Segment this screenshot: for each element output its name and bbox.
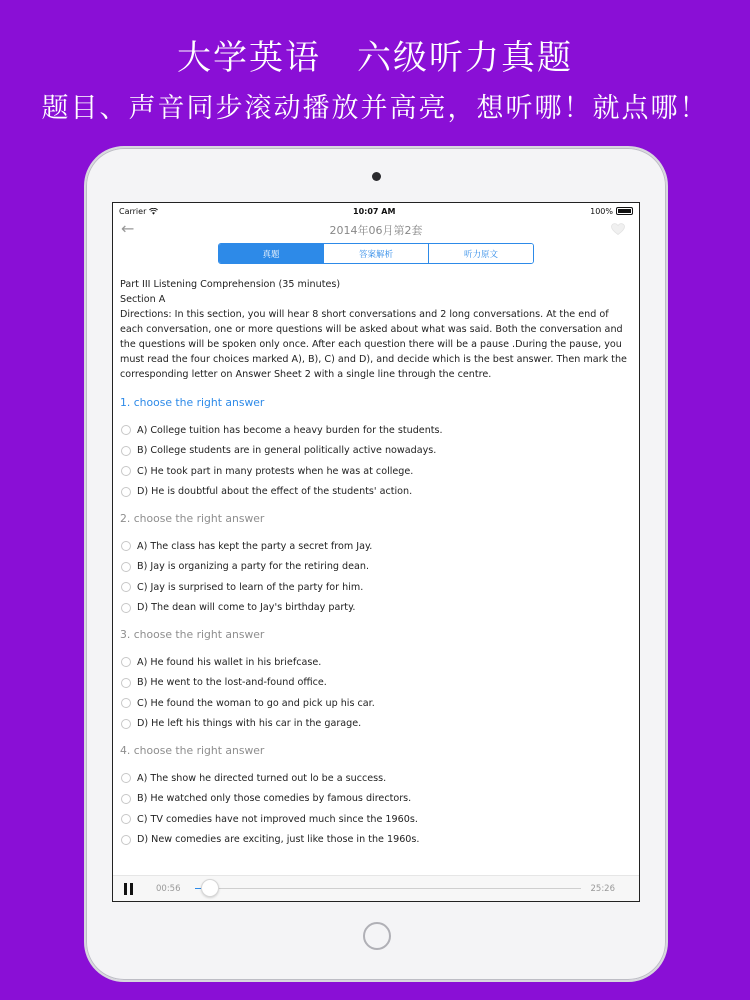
question-content[interactable] — [113, 269, 639, 877]
answer-option[interactable]: D) He left his things with his car in the garage. — [120, 714, 633, 735]
battery-icon — [616, 207, 633, 215]
radio-button[interactable] — [121, 835, 131, 845]
question-1 — [120, 396, 633, 502]
radio-button[interactable] — [121, 773, 131, 783]
answer-option[interactable]: B) He went to the lost-and-found office. — [120, 673, 633, 694]
answer-option[interactable]: C) He took part in many protests when he was at college. — [120, 461, 633, 482]
elapsed-time: 00:56 — [156, 883, 181, 894]
part-heading: Part III Listening Comprehension (35 minutes) — [120, 279, 341, 290]
radio-button[interactable] — [121, 794, 131, 804]
pause-icon[interactable] — [124, 883, 138, 895]
radio-button[interactable] — [121, 657, 131, 667]
home-button[interactable] — [363, 922, 391, 950]
back-arrow-icon[interactable]: ← — [121, 219, 135, 238]
tab-answer-analysis[interactable]: 答案解析 — [323, 244, 428, 263]
ipad-frame — [84, 146, 668, 982]
answer-option[interactable]: B) He watched only those comedies by famous directors. — [120, 789, 633, 810]
app-screen — [112, 202, 640, 902]
radio-button[interactable] — [121, 719, 131, 729]
total-time: 25:26 — [590, 883, 615, 894]
question-2 — [120, 512, 633, 618]
radio-button[interactable] — [121, 678, 131, 688]
favorite-heart-icon[interactable] — [611, 223, 625, 235]
status-bar — [113, 203, 639, 219]
directions-block — [120, 277, 633, 382]
radio-button[interactable] — [121, 541, 131, 551]
page-title: 2014年06月第2套 — [329, 224, 423, 237]
battery-percent: 100% — [590, 206, 613, 216]
slider-thumb[interactable] — [201, 879, 219, 897]
banner-headline: 大学英语 六级听力真题 — [177, 38, 573, 78]
clock: 10:07 AM — [353, 206, 396, 216]
radio-button[interactable] — [121, 582, 131, 592]
question-4 — [120, 744, 633, 850]
nav-bar — [113, 219, 639, 241]
radio-button[interactable] — [121, 466, 131, 476]
radio-button[interactable] — [121, 487, 131, 497]
carrier-label: Carrier — [119, 206, 147, 216]
audio-player — [113, 875, 639, 901]
answer-option[interactable]: C) TV comedies have not improved much since the 1960s. — [120, 809, 633, 830]
answer-option[interactable]: A) The show he directed turned out lo be a success. — [120, 768, 633, 789]
radio-button[interactable] — [121, 425, 131, 435]
camera-icon — [372, 172, 381, 181]
directions-text: Directions: In this section, you will hear 8 short conversations and 2 long conversations. At the end of each conversation, one or more questions will be asked about what was said. Both the conversation and the questions will be spoken only once. After each question there will be a pause .During the pause, you must read the four choices marked A), B), C) and D), and decide which is the best answer. Then mark the corresponding letter on Answer Sheet 2 with a single line through the centre. — [120, 309, 627, 380]
answer-option[interactable]: A) He found his wallet in his briefcase. — [120, 652, 633, 673]
radio-button[interactable] — [121, 446, 131, 456]
section-heading: Section A — [120, 294, 166, 305]
question-title[interactable]: 1. choose the right answer — [120, 396, 265, 409]
answer-option[interactable]: D) He is doubtful about the effect of the students' action. — [120, 482, 633, 503]
tab-exam[interactable]: 真题 — [219, 244, 323, 263]
question-title[interactable]: 2. choose the right answer — [120, 512, 265, 525]
wifi-icon — [149, 208, 158, 215]
answer-option[interactable]: C) Jay is surprised to learn of the party for him. — [120, 577, 633, 598]
banner-subline: 题目、声音同步滚动播放并高亮，想听哪！就点哪！ — [41, 93, 709, 124]
answer-option[interactable]: B) Jay is organizing a party for the retiring dean. — [120, 557, 633, 578]
question-title[interactable]: 3. choose the right answer — [120, 628, 265, 641]
answer-option[interactable]: A) The class has kept the party a secret from Jay. — [120, 536, 633, 557]
progress-slider[interactable] — [195, 888, 581, 889]
answer-option[interactable]: A) College tuition has become a heavy burden for the students. — [120, 420, 633, 441]
question-3 — [120, 628, 633, 734]
radio-button[interactable] — [121, 562, 131, 572]
radio-button[interactable] — [121, 814, 131, 824]
question-title[interactable]: 4. choose the right answer — [120, 744, 265, 757]
radio-button[interactable] — [121, 698, 131, 708]
segmented-tabs — [218, 243, 534, 264]
tab-transcript[interactable]: 听力原文 — [428, 244, 533, 263]
answer-option[interactable]: D) New comedies are exciting, just like those in the 1960s. — [120, 830, 633, 851]
answer-option[interactable]: B) College students are in general politically active nowadays. — [120, 441, 633, 462]
answer-option[interactable]: C) He found the woman to go and pick up his car. — [120, 693, 633, 714]
radio-button[interactable] — [121, 603, 131, 613]
answer-option[interactable]: D) The dean will come to Jay's birthday party. — [120, 598, 633, 619]
